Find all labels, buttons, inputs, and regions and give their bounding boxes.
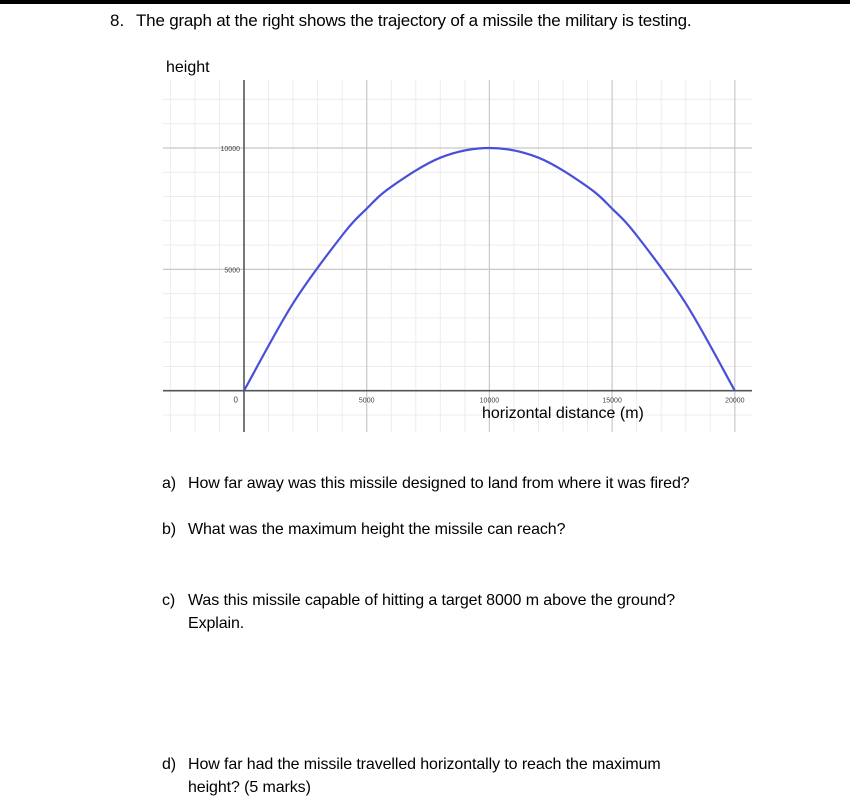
question-number: 8. <box>110 11 124 31</box>
part-b-letter: b) <box>162 519 176 541</box>
x-tick-label: 10000 <box>480 398 500 405</box>
y-tick-label: 10000 <box>221 146 241 153</box>
x-axis-label: horizontal distance (m) <box>482 405 644 422</box>
y-tick-label: 5000 <box>224 267 240 274</box>
question-text: The graph at the right shows the trajectory of a missile the military is testing. <box>136 11 691 31</box>
part-c-line-2: Explain. <box>188 613 244 635</box>
part-d-line-2: height? (5 marks) <box>188 777 311 799</box>
part-d-letter: d) <box>162 754 176 776</box>
y-axis-label: height <box>166 59 210 76</box>
x-tick-label: 20000 <box>725 398 745 405</box>
part-a-letter: a) <box>162 473 176 495</box>
x-tick-label: 15000 <box>602 398 622 405</box>
part-c-letter: c) <box>162 590 175 612</box>
x-tick-label: 0 <box>234 396 239 405</box>
part-b-text: What was the maximum height the missile can reach? <box>188 519 565 541</box>
part-a-text: How far away was this missile designed to land from where it was fired? <box>188 473 690 495</box>
part-d-line-1: How far had the missile travelled horizontally to reach the maximum <box>188 754 661 776</box>
part-c-line-1: Was this missile capable of hitting a target 8000 m above the ground? <box>188 590 675 612</box>
x-tick-label: 5000 <box>359 398 375 405</box>
